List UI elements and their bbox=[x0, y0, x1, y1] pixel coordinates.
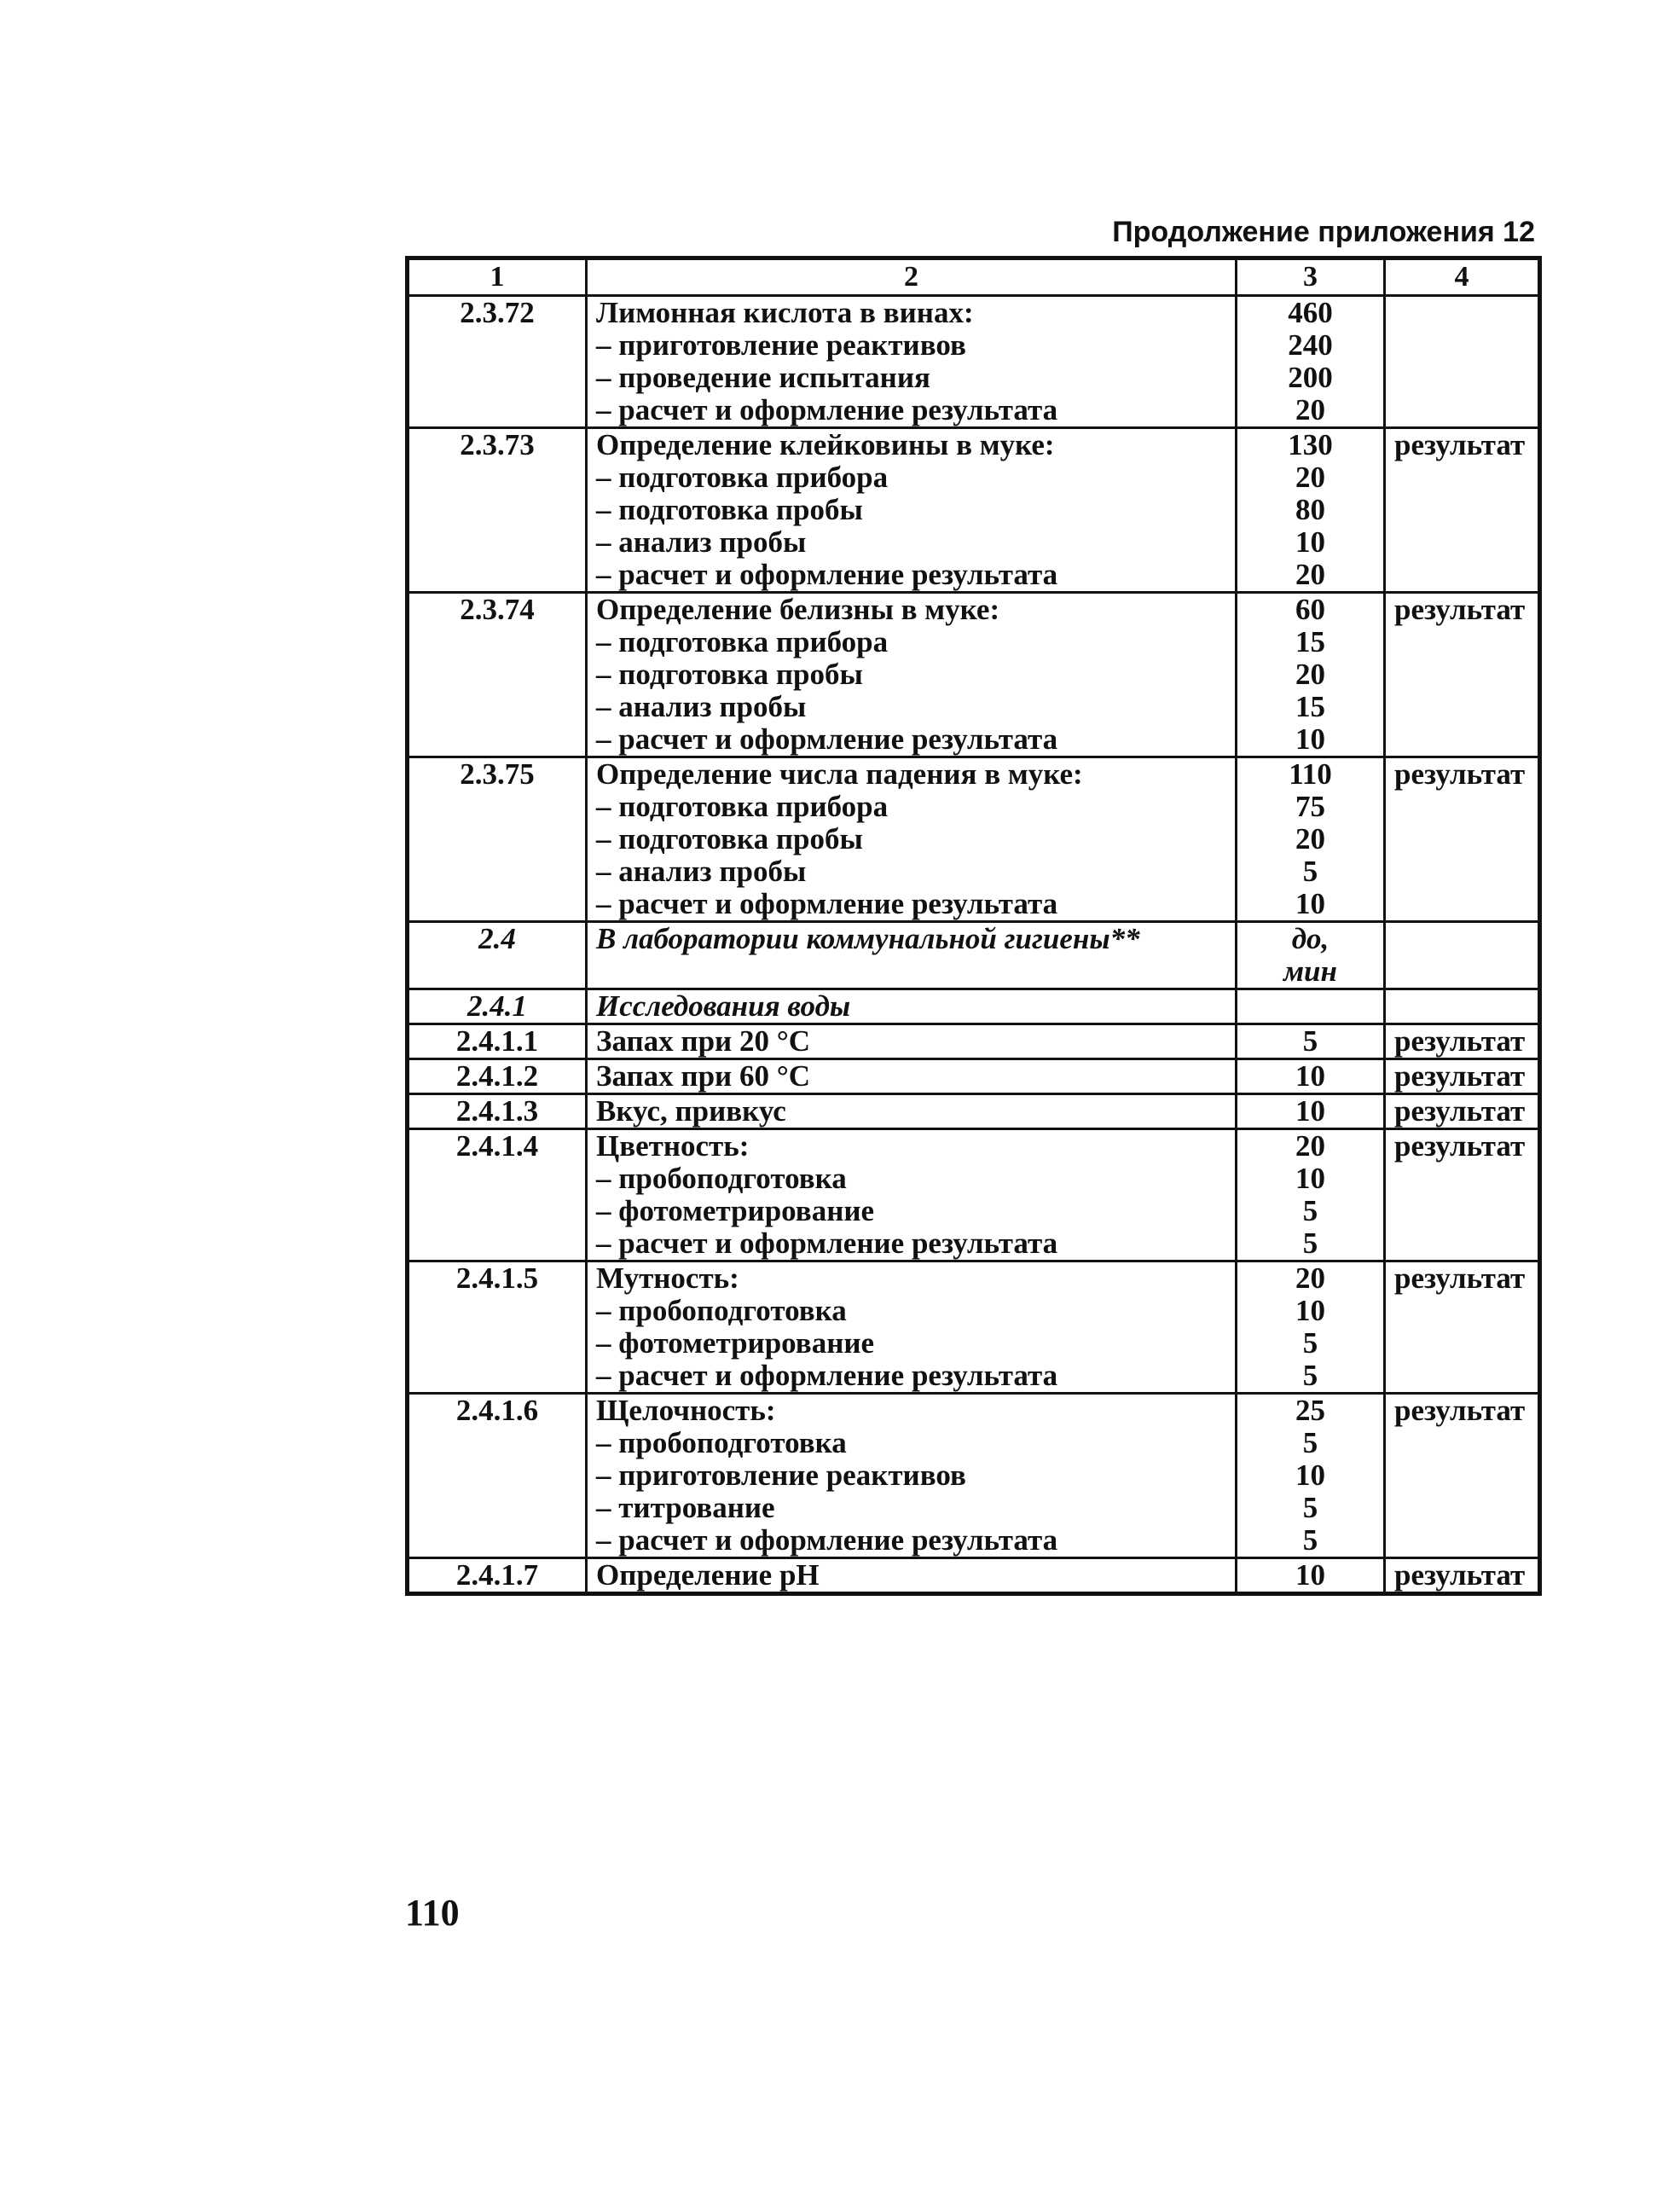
item-number-cell: 2.4.1.1 bbox=[408, 1024, 587, 1059]
time-value: 200 bbox=[1288, 361, 1333, 394]
table-row bbox=[408, 1059, 1540, 1094]
description-cell bbox=[587, 1261, 1237, 1394]
unit-cell bbox=[1385, 922, 1540, 989]
description-cell bbox=[587, 1094, 1237, 1129]
time-value-cell bbox=[1237, 428, 1385, 593]
description-line: – расчет и оформление результата bbox=[596, 722, 1058, 756]
description-line: – пробоподготовка bbox=[596, 1162, 847, 1195]
time-value-cell bbox=[1237, 1558, 1385, 1594]
description-line: Исследования воды bbox=[596, 989, 851, 1023]
time-value: 5 bbox=[1302, 1326, 1318, 1360]
header-cell-2: 2 bbox=[587, 258, 1237, 296]
time-value: 80 bbox=[1295, 493, 1325, 526]
time-value: 10 bbox=[1295, 1059, 1325, 1093]
table-row bbox=[408, 1261, 1540, 1394]
item-number-cell: 2.3.74 bbox=[408, 593, 587, 757]
unit-cell: результат bbox=[1385, 757, 1540, 922]
time-value: 15 bbox=[1295, 690, 1325, 723]
unit-cell: результат bbox=[1385, 1558, 1540, 1594]
description-line: – подготовка пробы bbox=[596, 658, 863, 691]
description-line: Щелочность: bbox=[596, 1394, 776, 1427]
item-number-cell: 2.4.1.7 bbox=[408, 1558, 587, 1594]
time-value-cell bbox=[1237, 1261, 1385, 1394]
time-value: 10 bbox=[1295, 1094, 1325, 1128]
time-value: 10 bbox=[1295, 1162, 1325, 1195]
time-value: 10 bbox=[1295, 525, 1325, 559]
table-row bbox=[408, 757, 1540, 922]
time-value: 20 bbox=[1295, 822, 1325, 855]
description-line: – подготовка прибора bbox=[596, 461, 889, 494]
description-line: – расчет и оформление результата bbox=[596, 1227, 1058, 1260]
item-number-cell: 2.4.1.5 bbox=[408, 1261, 587, 1394]
unit-cell bbox=[1385, 989, 1540, 1024]
time-value: мин bbox=[1283, 954, 1337, 988]
description-cell bbox=[587, 1558, 1237, 1594]
table-row bbox=[408, 922, 1540, 989]
unit-cell bbox=[1385, 296, 1540, 428]
time-value-cell bbox=[1237, 296, 1385, 428]
description-line: – пробоподготовка bbox=[596, 1294, 847, 1327]
time-value: 130 bbox=[1288, 428, 1333, 461]
time-value-cell bbox=[1237, 1394, 1385, 1558]
table-header-row bbox=[408, 258, 1540, 296]
time-value: 20 bbox=[1295, 461, 1325, 494]
time-value: 20 bbox=[1295, 658, 1325, 691]
time-value: 75 bbox=[1295, 790, 1325, 823]
table-row bbox=[408, 1558, 1540, 1594]
description-line: В лаборатории коммунальной гигиены** bbox=[596, 922, 1140, 955]
description-line: – проведение испытания bbox=[596, 361, 930, 394]
description-cell bbox=[587, 296, 1237, 428]
description-line: – расчет и оформление результата bbox=[596, 1359, 1058, 1392]
norms-table-wrapper bbox=[405, 256, 1538, 1596]
time-value: 20 bbox=[1295, 1261, 1325, 1295]
description-line: – титрование bbox=[596, 1491, 775, 1524]
description-cell bbox=[587, 922, 1237, 989]
item-number-cell: 2.4.1.4 bbox=[408, 1129, 587, 1261]
description-cell bbox=[587, 1059, 1237, 1094]
header-cell-4: 4 bbox=[1385, 258, 1540, 296]
item-number-cell: 2.4.1.2 bbox=[408, 1059, 587, 1094]
description-line: Лимонная кислота в винах: bbox=[596, 296, 974, 329]
time-value-cell bbox=[1237, 1024, 1385, 1059]
time-value: 5 bbox=[1302, 1491, 1318, 1524]
description-line: Вкус, привкус bbox=[596, 1094, 786, 1128]
item-number-cell: 2.4.1.6 bbox=[408, 1394, 587, 1558]
time-value-cell bbox=[1237, 922, 1385, 989]
table-row bbox=[408, 1394, 1540, 1558]
time-value-cell bbox=[1237, 593, 1385, 757]
description-line: Определение pH bbox=[596, 1558, 820, 1592]
time-value: 15 bbox=[1295, 625, 1325, 658]
description-cell bbox=[587, 593, 1237, 757]
time-value: 10 bbox=[1295, 1459, 1325, 1492]
description-cell bbox=[587, 1129, 1237, 1261]
description-line: Запах при 20 °С bbox=[596, 1024, 810, 1058]
table-row bbox=[408, 593, 1540, 757]
description-cell bbox=[587, 428, 1237, 593]
time-value: 240 bbox=[1288, 328, 1333, 362]
time-value: 25 bbox=[1295, 1394, 1325, 1427]
description-line: – пробоподготовка bbox=[596, 1426, 847, 1459]
unit-cell: результат bbox=[1385, 1094, 1540, 1129]
description-line: – приготовление реактивов bbox=[596, 1459, 966, 1492]
unit-cell: результат bbox=[1385, 1394, 1540, 1558]
time-value: 20 bbox=[1295, 1129, 1325, 1163]
time-value: 20 bbox=[1295, 393, 1325, 426]
time-value: 10 bbox=[1295, 887, 1325, 920]
norms-table-body bbox=[408, 258, 1540, 1594]
page-number: 110 bbox=[405, 1892, 460, 1934]
time-value-cell bbox=[1237, 1129, 1385, 1261]
time-value: 5 bbox=[1302, 1523, 1318, 1557]
description-line: Определение числа падения в муке: bbox=[596, 757, 1083, 791]
unit-cell: результат bbox=[1385, 1129, 1540, 1261]
time-value: 20 bbox=[1295, 558, 1325, 591]
description-line: – анализ пробы bbox=[596, 855, 807, 888]
description-line: – подготовка прибора bbox=[596, 625, 889, 658]
time-value: 10 bbox=[1295, 1558, 1325, 1592]
time-value: до, bbox=[1291, 922, 1330, 955]
time-value-cell bbox=[1237, 1059, 1385, 1094]
description-cell bbox=[587, 1024, 1237, 1059]
description-line: Определение клейковины в муке: bbox=[596, 428, 1055, 461]
time-value-cell bbox=[1237, 1094, 1385, 1129]
description-line: – фотометрирование bbox=[596, 1194, 875, 1227]
unit-cell: результат bbox=[1385, 593, 1540, 757]
table-row bbox=[408, 1094, 1540, 1129]
description-line: Цветность: bbox=[596, 1129, 750, 1163]
header-cell-1: 1 bbox=[408, 258, 587, 296]
description-line: – расчет и оформление результата bbox=[596, 1523, 1058, 1557]
time-value-cell bbox=[1237, 989, 1385, 1024]
time-value: 10 bbox=[1295, 1294, 1325, 1327]
description-line: Определение белизны в муке: bbox=[596, 593, 1000, 626]
time-value: 10 bbox=[1295, 722, 1325, 756]
norms-table bbox=[405, 256, 1542, 1596]
description-line: – расчет и оформление результата bbox=[596, 558, 1058, 591]
table-row bbox=[408, 989, 1540, 1024]
item-number-cell: 2.3.73 bbox=[408, 428, 587, 593]
time-value: 60 bbox=[1295, 593, 1325, 626]
description-line: – подготовка пробы bbox=[596, 822, 863, 855]
item-number-cell: 2.3.75 bbox=[408, 757, 587, 922]
page-heading: Продолжение приложения 12 bbox=[1112, 216, 1535, 248]
time-value: 5 bbox=[1302, 1024, 1318, 1058]
description-line: – анализ пробы bbox=[596, 525, 807, 559]
table-row bbox=[408, 296, 1540, 428]
description-cell bbox=[587, 989, 1237, 1024]
description-line: – расчет и оформление результата bbox=[596, 393, 1058, 426]
header-cell-3: 3 bbox=[1237, 258, 1385, 296]
time-value: 5 bbox=[1302, 855, 1318, 888]
time-value: 5 bbox=[1302, 1426, 1318, 1459]
time-value: 5 bbox=[1302, 1194, 1318, 1227]
item-number-cell: 2.4.1.3 bbox=[408, 1094, 587, 1129]
description-line: – приготовление реактивов bbox=[596, 328, 966, 362]
item-number-cell: 2.3.72 bbox=[408, 296, 587, 428]
unit-cell: результат bbox=[1385, 1261, 1540, 1394]
time-value: 5 bbox=[1302, 1359, 1318, 1392]
description-line: – подготовка пробы bbox=[596, 493, 863, 526]
table-row bbox=[408, 1024, 1540, 1059]
description-line: – подготовка прибора bbox=[596, 790, 889, 823]
time-value: 5 bbox=[1302, 1227, 1318, 1260]
time-value-cell bbox=[1237, 757, 1385, 922]
table-row bbox=[408, 1129, 1540, 1261]
description-line: – анализ пробы bbox=[596, 690, 807, 723]
description-line: – расчет и оформление результата bbox=[596, 887, 1058, 920]
description-cell bbox=[587, 1394, 1237, 1558]
unit-cell: результат bbox=[1385, 428, 1540, 593]
table-row bbox=[408, 428, 1540, 593]
time-value: 110 bbox=[1289, 757, 1332, 791]
item-number-cell: 2.4 bbox=[408, 922, 587, 989]
description-line: Мутность: bbox=[596, 1261, 739, 1295]
description-line: – фотометрирование bbox=[596, 1326, 875, 1360]
description-line: Запах при 60 °С bbox=[596, 1059, 810, 1093]
description-cell bbox=[587, 757, 1237, 922]
unit-cell: результат bbox=[1385, 1059, 1540, 1094]
time-value: 460 bbox=[1288, 296, 1333, 329]
unit-cell: результат bbox=[1385, 1024, 1540, 1059]
item-number-cell: 2.4.1 bbox=[408, 989, 587, 1024]
